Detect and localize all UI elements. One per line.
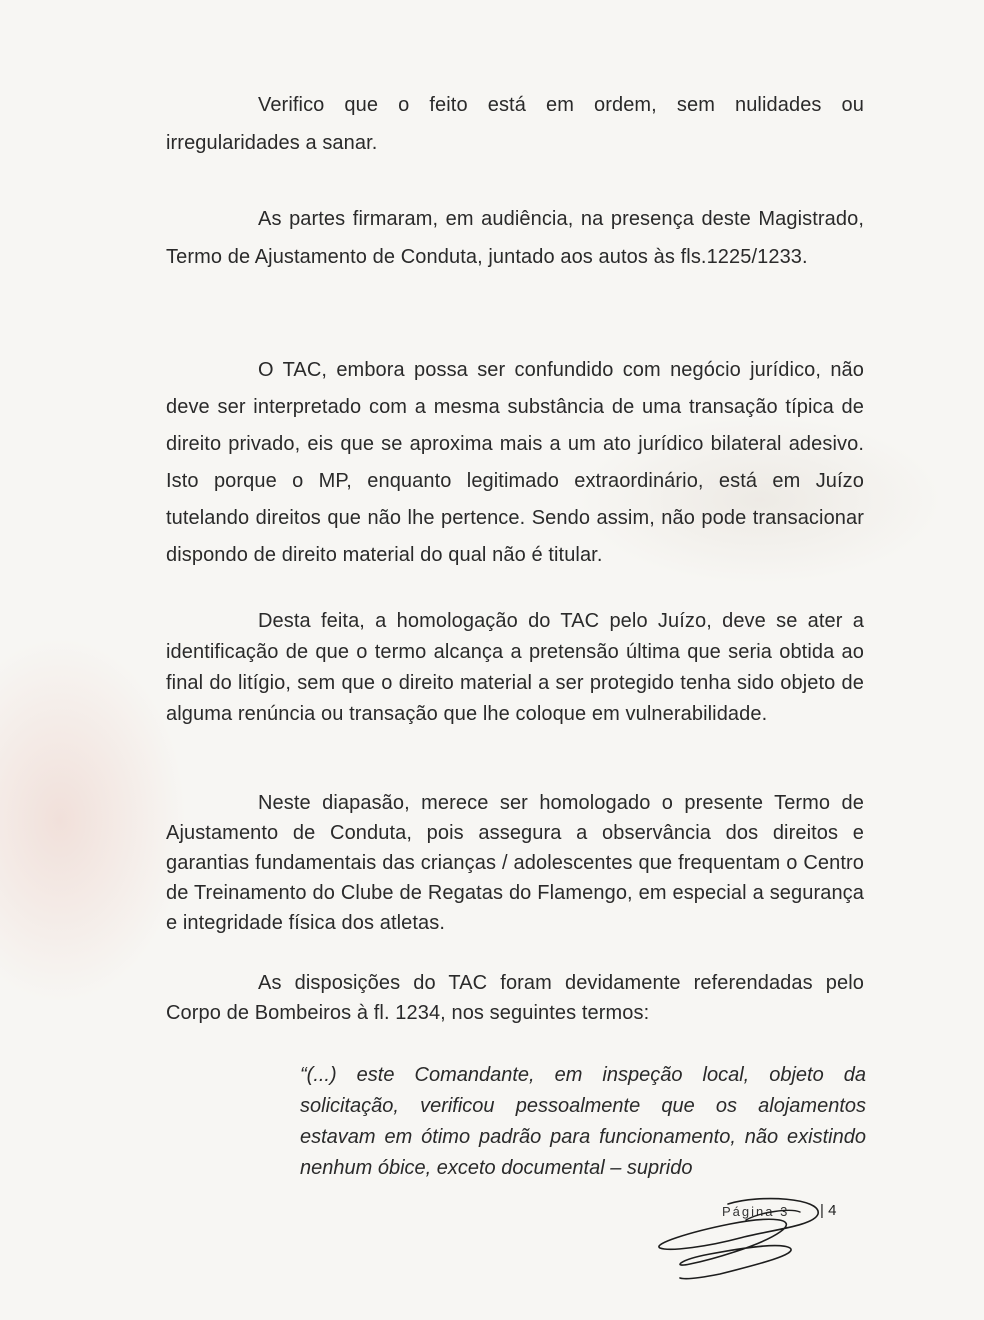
paragraph-6: As disposições do TAC foram devidamente referendadas pelo Corpo de Bombeiros à fl. 1234, nos seguintes termos:	[166, 972, 864, 1024]
page-footer	[650, 1190, 870, 1290]
block-quote: “(...) este Comandante, em inspeção local, objeto da solicitação, verificou pessoalmente que os alojamentos estavam em ótimo padrão para funcionamento, não existindo nenhum óbice, exceto documental – suprido	[300, 1064, 866, 1179]
page-number: | 4	[820, 1202, 837, 1219]
paragraph-5: Neste diapasão, merece ser homologado o presente Termo de Ajustamento de Conduta, pois assegura a observância dos direitos e garantias fundamentais das crianças / adolescentes que frequentam o Centro de Treinamento do Clube de Regatas do Flamengo, em especial a segurança e integridade física dos atletas.	[166, 792, 864, 934]
paragraph-2: As partes firmaram, em audiência, na presença deste Magistrado, Termo de Ajustamento de Conduta, juntado aos autos às fls.1225/1233.	[166, 208, 864, 268]
page-label: Página 3	[722, 1204, 790, 1219]
paragraph-4: Desta feita, a homologação do TAC pelo Juízo, deve se ater a identificação de que o termo alcança a pretensão última que seria obtida ao final do litígio, sem que o direito material a ser protegido tenha sido objeto de alguma renúncia ou transação que lhe coloque em vulnerabilidade.	[166, 610, 864, 725]
paragraph-3: O TAC, embora possa ser confundido com negócio jurídico, não deve ser interpretado com a mesma substância de uma transação típica de direito privado, eis que se aproxima mais a um ato jurídico bilateral adesivo. Isto porque o MP, enquanto legitimado extraordinário, está em Juízo tutelando direitos que não lhe pertence. Sendo assim, não pode transacionar dispondo de direito material do qual não é titular.	[166, 359, 864, 566]
paragraph-1: Verifico que o feito está em ordem, sem nulidades ou irregularidades a sanar.	[166, 94, 864, 154]
handwritten-signature	[650, 1190, 830, 1285]
